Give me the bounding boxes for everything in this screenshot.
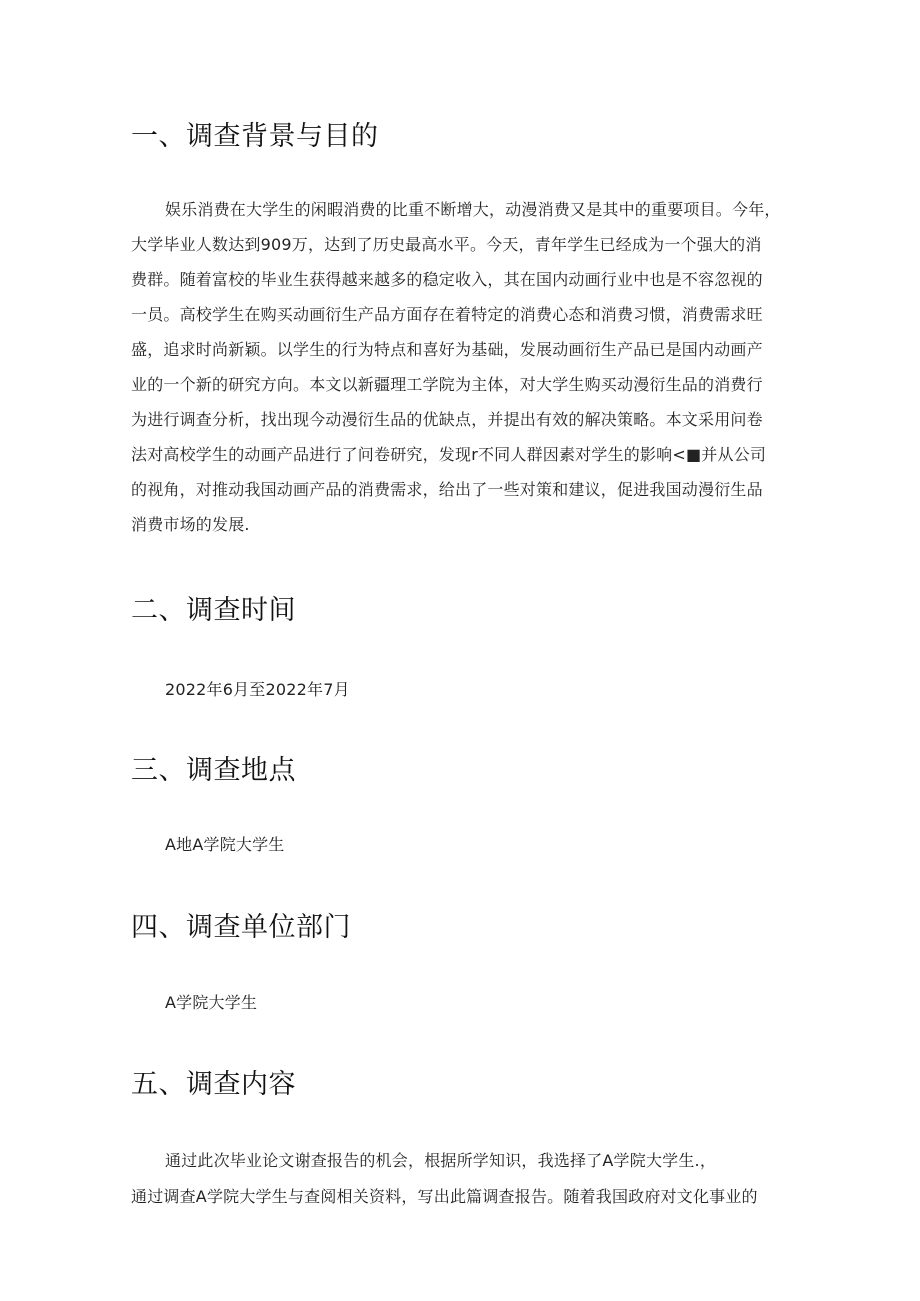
- section-heading-time: 二、调查时间: [131, 595, 296, 626]
- paragraph-line: 消费市场的发展.: [131, 515, 250, 534]
- paragraph-line: 费群。随着富校的毕业生获得越来越多的稳定收入，其在国内动画行业中也是不容忽视的: [131, 270, 763, 289]
- paragraph-line: 的视角，对推动我国动画产品的消费需求，给出了一些对策和建议，促进我国动漫衍生品: [131, 480, 763, 499]
- section-heading-background: 一、调查背景与目的: [131, 121, 379, 152]
- paragraph-line: 大学毕业人数达到909万，达到了历史最高水平。今天，青年学生已经成为一个强大的消: [131, 235, 762, 254]
- section-heading-unit: 四、调查单位部门: [131, 912, 351, 943]
- paragraph-line: 一员。高校学生在购买动画衍生产品方面存在着特定的消费心态和消费习惯，消费需求旺: [131, 305, 763, 324]
- paragraph-line: 为进行调查分析，找出现今动漫衍生品的优缺点，并提出有效的解决策略。本文采用问卷: [131, 410, 763, 429]
- paragraph-line: 业的一个新的研究方向。本文以新疆理工学院为主体，对大学生购买动漫衍生品的消费行: [131, 375, 763, 394]
- section-heading-location: 三、调查地点: [131, 755, 296, 786]
- survey-location-value: A地A学院大学生: [165, 835, 285, 854]
- survey-time-value: 2022年6月至2022年7月: [165, 680, 350, 699]
- paragraph-line: 娱乐消费在大学生的闲暇消费的比重不断增大，动漫消费又是其中的重要项目。今年，: [165, 200, 781, 219]
- section-heading-content: 五、调查内容: [131, 1069, 296, 1100]
- paragraph-line: 通过调查A学院大学生与查阅相关资料，写出此篇调查报告。随着我国政府对文化事业的: [131, 1187, 758, 1206]
- paragraph-line: 法对高校学生的动画产品进行了问卷研究，发现r不同人群因素对学生的影响<■并从公司: [131, 445, 767, 464]
- paragraph-line: 通过此次毕业论文谢查报告的机会，根据所学知识，我选择了A学院大学生.，: [165, 1151, 717, 1170]
- survey-unit-value: A学院大学生: [165, 993, 258, 1012]
- paragraph-line: 盛，追求时尚新颖。以学生的行为特点和喜好为基础，发展动画衍生产品已是国内动画产: [131, 340, 763, 359]
